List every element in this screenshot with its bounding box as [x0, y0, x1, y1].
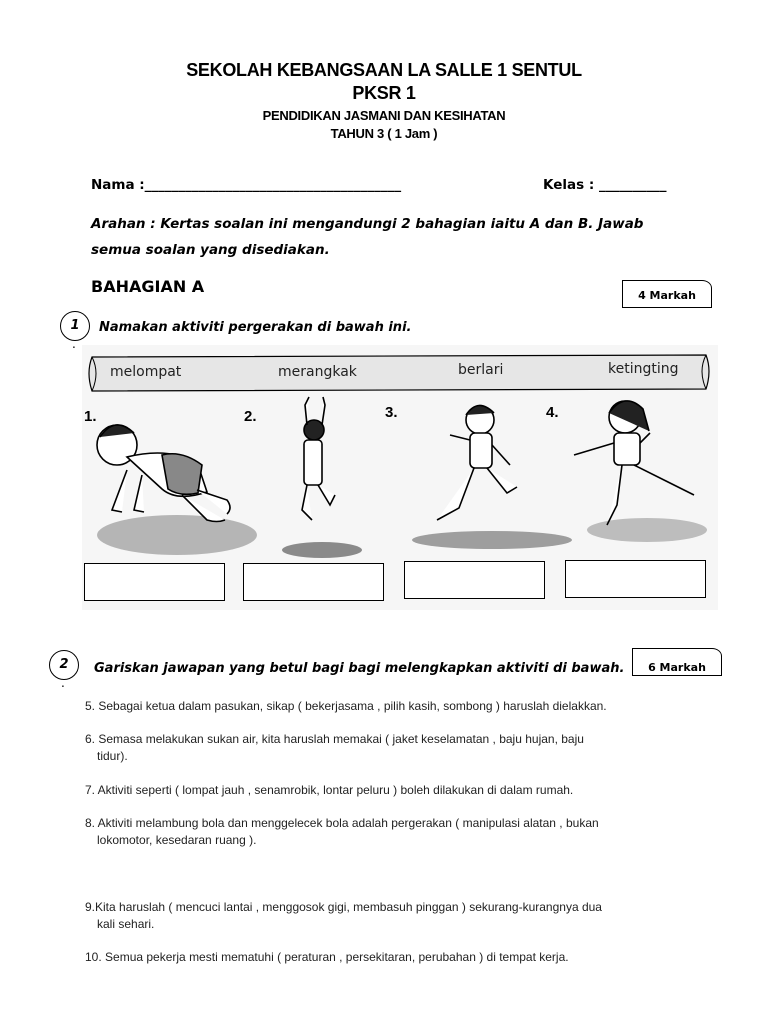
- answer-box-3[interactable]: [404, 561, 545, 599]
- answer-box-4[interactable]: [565, 560, 706, 598]
- shadow-3: [412, 531, 572, 549]
- q2-marks-badge: 6 Markah: [632, 648, 722, 676]
- question-9-line-1: 9.Kita haruslah ( mencuci lantai , menggosok gigi, membasuh pinggan ) sekurang-kurangnya dua: [85, 900, 602, 914]
- year-duration: TAHUN 3 ( 1 Jam ): [330, 126, 438, 141]
- figure-number-4: 4.: [546, 404, 559, 421]
- question-10: 10. Semua pekerja mesti mematuhi ( peraturan , persekitaran, perubahan ) di tempat kerja.: [85, 950, 569, 964]
- instructions: Arahan : Kertas soalan ini mengandungi 2 bahagian iaitu A dan B. Jawab semua soalan yang disediakan.: [91, 216, 644, 258]
- q2-number: 2: [49, 650, 79, 680]
- section-title: BAHAGIAN A: [91, 277, 205, 296]
- q1-marks-badge: 4 Markah: [622, 280, 712, 308]
- shadow-4: [587, 518, 707, 542]
- school-name: SEKOLAH KEBANGSAAN LA SALLE 1 SENTUL: [186, 60, 582, 80]
- question-6-line-1: 6. Semasa melakukan sukan air, kita haruslah memakai ( jaket keselamatan , baju hujan, baju: [85, 732, 584, 746]
- word-ketingting: ketingting: [608, 361, 679, 377]
- figure-number-1: 1.: [84, 408, 97, 425]
- q1-number: 1: [60, 311, 90, 341]
- class-field-label: Kelas : __________: [543, 177, 667, 193]
- q2-text: Gariskan jawapan yang betul bagi bagi melengkapkan aktiviti di bawah.: [94, 661, 625, 676]
- question-6-line-2: tidur).: [97, 749, 128, 763]
- shadow-1: [97, 515, 257, 555]
- question-9: [85, 899, 665, 933]
- q2-number-dot: .: [61, 676, 65, 690]
- question-9-line-2: kali sehari.: [97, 917, 155, 931]
- question-5: 5. Sebagai ketua dalam pasukan, sikap ( bekerjasama , pilih kasih, sombong ) haruslah dielakkan.: [85, 699, 607, 713]
- question-8-line-2: lokomotor, kesedaran ruang ).: [97, 833, 257, 847]
- shadow-2: [282, 542, 362, 558]
- figure-number-3: 3.: [385, 404, 398, 421]
- word-merangkak: merangkak: [278, 364, 357, 380]
- subject-title: PENDIDIKAN JASMANI DAN KESIHATAN: [262, 108, 506, 123]
- question-8-line-1: 8. Aktiviti melambung bola dan menggelecek bola adalah pergerakan ( manipulasi alatan , bukan: [85, 816, 599, 830]
- word-melompat: melompat: [110, 364, 182, 380]
- exam-title: PKSR 1: [352, 83, 416, 103]
- answer-box-2[interactable]: [243, 563, 384, 601]
- question-8: [85, 815, 665, 849]
- word-berlari: berlari: [458, 362, 504, 378]
- q1-number-dot: .: [72, 337, 76, 351]
- question-7: 7. Aktiviti seperti ( lompat jauh , senamrobik, lontar peluru ) boleh dilakukan di dalam rumah.: [85, 783, 574, 797]
- q1-text: Namakan aktiviti pergerakan di bawah ini.: [99, 320, 412, 335]
- figure-number-2: 2.: [244, 408, 257, 425]
- name-field-label: Nama :______________________________________: [91, 177, 402, 193]
- answer-box-1[interactable]: [84, 563, 225, 601]
- question-6: [85, 731, 665, 765]
